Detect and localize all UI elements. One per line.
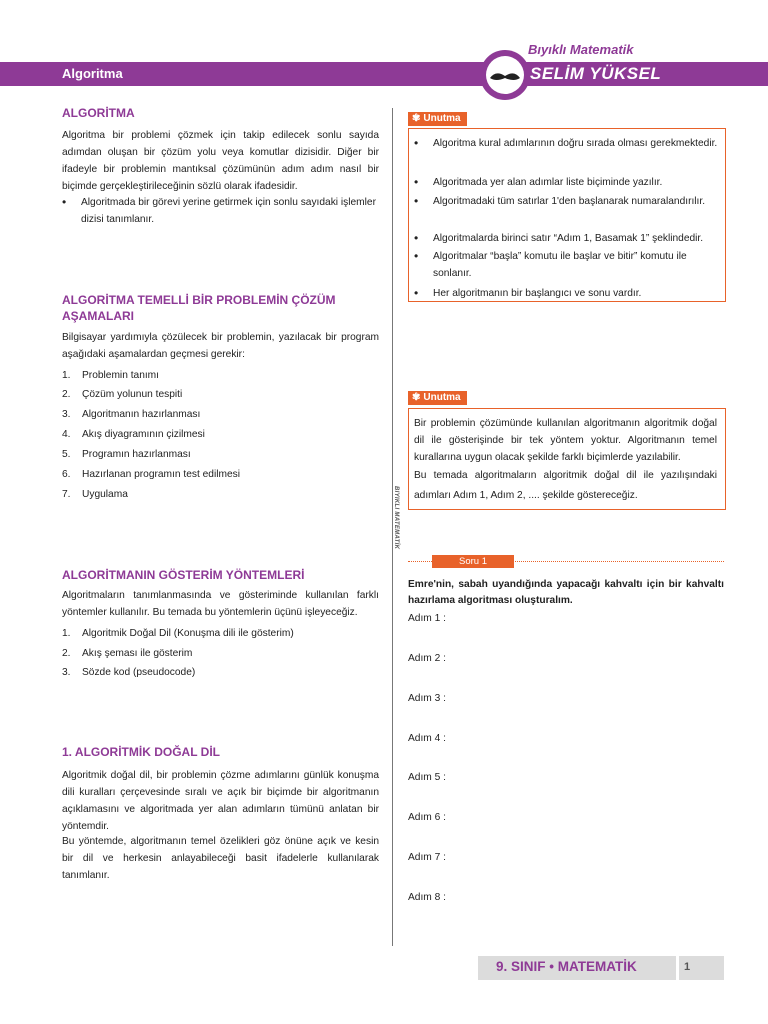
section-heading-algoritma: ALGORİTMA xyxy=(62,106,135,120)
list-item: 2. Çözüm yolunun tespiti xyxy=(62,389,183,400)
list-item: 1. Algoritmik Doğal Dil (Konuşma dili ile gösterim) xyxy=(62,628,294,639)
list-item: 7. Uygulama xyxy=(62,489,128,500)
brand-subtitle: Bıyıklı Matematik xyxy=(528,42,634,57)
list-item: 4. Akış diyagramının çizilmesi xyxy=(62,429,205,440)
paragraph-gosterim: Algoritmaların tanımlanmasında ve gösteriminde kullanılan farklı yöntemler kullanılır. Bu temada bu yöntemlerin üçünü işleyeceğiz. xyxy=(62,590,379,618)
list-item: 3. Sözde kod (pseudocode) xyxy=(62,667,196,678)
mustache-logo-icon xyxy=(478,48,532,102)
paragraph-dogal-dil-1: Algoritmik doğal dil, bir problemin çözme adımlarını günlük konuşma dili kuralları çerçevesinde sıralı ve açık bir biçimde bir algoritmanın açıklamasını ve algoritmada yer alan adımların tümünü anlatan bir yöntemdir. xyxy=(62,770,379,832)
page-number: 1 xyxy=(684,961,691,973)
step-label: Adım 8 : xyxy=(408,892,446,903)
unutma-tag: ✾ Unutma xyxy=(408,112,467,126)
question-text: Emre'nin, sabah uyandığında yapacağı kahvaltı için bir kahvaltı hazırlama algoritması oluşturalım. xyxy=(408,579,724,606)
step-label: Adım 3 : xyxy=(408,693,446,704)
question-tag: Soru 1 xyxy=(432,555,514,568)
section-heading-gosterim: ALGORİTMANIN GÖSTERİM YÖNTEMLERİ xyxy=(62,568,305,582)
list-item: 3. Algoritmanın hazırlanması xyxy=(62,409,201,420)
note-item: • Algoritmalar “başla” komutu ile başlar ve bitir” komutu ile sonlanır. xyxy=(414,248,718,282)
note-item: • Algoritmada yer alan adımlar liste biçiminde yazılır. xyxy=(414,174,718,191)
paragraph-dogal-dil-2: Bu yöntemde, algoritmanın temel özelikleri göz önüne açık ve kesin bir dil ve herkesin anlayabileceği basit ifadelerle kullanılarak tanımlanır. xyxy=(62,836,379,881)
list-item: 5. Programın hazırlanması xyxy=(62,449,191,460)
section-heading-dogal-dil: 1. ALGORİTMİK DOĞAL DİL xyxy=(62,745,220,759)
step-label: Adım 6 : xyxy=(408,812,446,823)
section-heading-asamalar-l2: AŞAMALARI xyxy=(62,309,134,323)
list-item: 2. Akış şeması ile gösterim xyxy=(62,648,193,659)
brand-title: SELİM YÜKSEL xyxy=(530,64,662,83)
list-item: 6. Hazırlanan programın test edilmesi xyxy=(62,469,240,480)
section-heading-asamalar-l1: ALGORİTMA TEMELLİ BİR PROBLEMİN ÇÖZÜM xyxy=(62,293,336,307)
footer-separator xyxy=(676,956,679,980)
note-paragraph-1: Bir problemin çözümünde kullanılan algoritmanın algoritmik doğal dil ile gösterişinde bir tek yöntem yoktur. Algoritmanın temel kurallarına uygun olacak şekilde farklı biçimlerde yazılabilir. xyxy=(414,418,717,463)
bullet-algoritma: • Algoritmada bir görevi yerine getirmek için sonlu sayıdaki işlemler dizisi tanımlanır. xyxy=(62,194,379,228)
step-label: Adım 1 : xyxy=(408,613,446,624)
flower-icon: ✾ xyxy=(412,392,421,403)
list-item: 1. Problemin tanımı xyxy=(62,370,160,381)
paragraph-asamalar: Bilgisayar yardımıyla çözülecek bir problemin, yazılacak bir program aşağıdaki aşamalardan geçmesi gerekir: xyxy=(62,332,379,360)
side-brand-text: BIYIKLI MATEMATİK xyxy=(393,486,399,550)
step-label: Adım 2 : xyxy=(408,653,446,664)
section-title: Algoritma xyxy=(62,66,123,81)
flower-icon: ✾ xyxy=(412,113,421,124)
paragraph-algoritma: Algoritma bir problemi çözmek için takip edilecek sonlu sayıda adımdan oluşan bir çözüm yolu veya komutlar dizisidir. Diğer bir ifadeyle bir problemin mantıksal çözümünün adım adım nasıl bir biçimde gerçekleştirileceğinin sözlü olarak ifadesidir. xyxy=(62,130,379,192)
step-label: Adım 4 : xyxy=(408,733,446,744)
step-label: Adım 7 : xyxy=(408,852,446,863)
note-item: • Algoritmalarda birinci satır “Adım 1, Basamak 1” şeklindedir. xyxy=(414,230,728,247)
note-item: • Algoritmadaki tüm satırlar 1'den başlanarak numaralandırılır. xyxy=(414,193,718,210)
footer-title: 9. SINIF • MATEMATİK xyxy=(496,959,637,974)
note-item: • Algoritma kural adımlarının doğru sırada olması gerekmektedir. xyxy=(414,135,718,152)
unutma-tag: ✾ Unutma xyxy=(408,391,467,405)
note-paragraph-2: Bu temada algoritmaların algoritmik doğal dil ile yazılışındaki adımları Adım 1, Adım 2, .... şekilde göstereceğiz. xyxy=(414,470,717,501)
step-label: Adım 5 : xyxy=(408,772,446,783)
note-item: • Her algoritmanın bir başlangıcı ve sonu vardır. xyxy=(414,285,718,302)
